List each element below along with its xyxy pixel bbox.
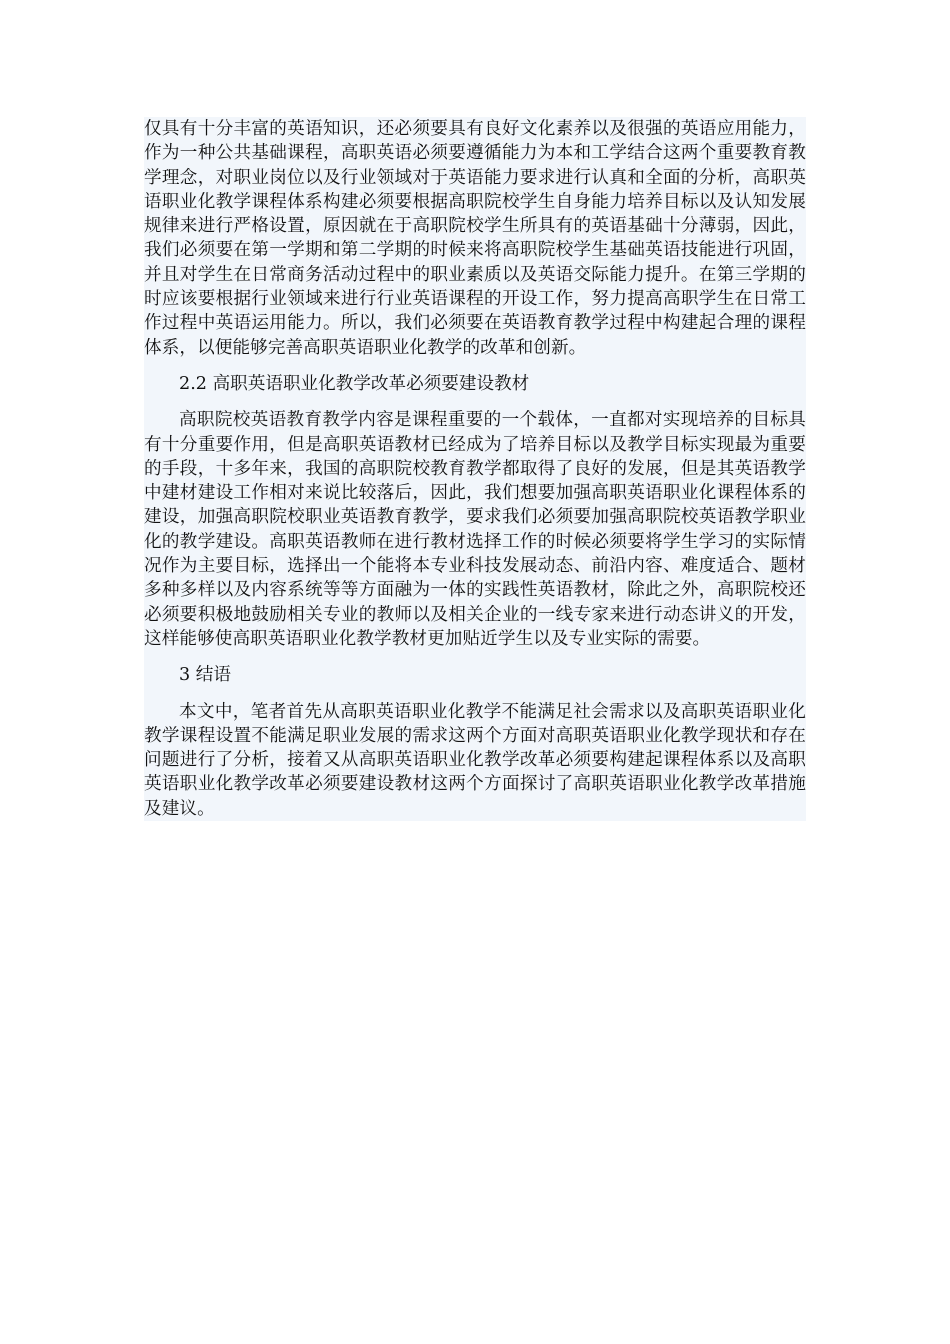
paragraph-textbook: 高职院校英语教育教学内容是课程重要的一个载体，一直都对实现培养的目标具有十分重要作用，但是高职英语教材已经成为了培养目标以及教学目标实现最为重要的手段，十多年来，我国的高职院校教育教学都取得了良好的发展，但是其英语教学中建材建设工作相对来说比较落后，因此，我们想要加强高职英语职业化课程体系的建设，加强高职院校职业英语教育教学，要求我们必须要加强高职院校英语教学职业化的教学建设。高职英语教师在进行教材选择工作的时候必须要将学生学习的实际情况作为主要目标，选择出一个能将本专业科技发展动态、前沿内容、难度适合、题材多种多样以及内容系统等等方面融为一体的实践性英语教材，除此之外，高职院校还必须要积极地鼓励相关专业的教师以及相关企业的一线专家来进行动态讲义的开发，这样能够使高职英语职业化教学教材更加贴近学生以及专业实际的需要。 [144, 410, 806, 649]
paragraph-curriculum-system: 仅具有十分丰富的英语知识，还必须要具有良好文化素养以及很强的英语应用能力，作为一种公共基础课程，高职英语必须要遵循能力为本和工学结合这两个重要教育教学理念，对职业岗位以及行业领域对于英语能力要求进行认真和全面的分析，高职英语职业化教学课程体系构建必须要根据高职院校学生自身能力培养目标以及认知发展规律来进行严格设置，原因就在于高职院校学生所具有的英语基础十分薄弱，因此，我们必须要在第一学期和第二学期的时候来将高职院校学生基础英语技能进行巩固，并且对学生在日常商务活动过程中的职业素质以及英语交际能力提升。在第三学期的时应该要根据行业领域来进行行业英语课程的开设工作，努力提高高职学生在日常工作过程中英语运用能力。所以，我们必须要在英语教育教学过程中构建起合理的课程体系，以便能够完善高职英语职业化教学的改革和创新。 [144, 119, 806, 358]
paragraph-gap [144, 396, 806, 408]
section-heading-textbook: 2.2 高职英语职业化教学改革必须要建设教材 [179, 373, 530, 394]
paragraph-gap [144, 688, 806, 700]
document-body [144, 117, 806, 821]
paragraph-gap [144, 360, 806, 372]
paragraph-conclusion: 本文中，笔者首先从高职英语职业化教学不能满足社会需求以及高职英语职业化教学课程设置不能满足职业发展的需求这两个方面对高职英语职业化教学现状和存在问题进行了分析，接着又从高职英语职业化教学改革必须要构建起课程体系以及高职英语职业化教学改革必须要建设教材这两个方面探讨了高职英语职业化教学改革措施及建议。 [144, 701, 806, 819]
section-heading-conclusion: 3 结语 [179, 665, 231, 686]
paragraph-gap [144, 651, 806, 663]
